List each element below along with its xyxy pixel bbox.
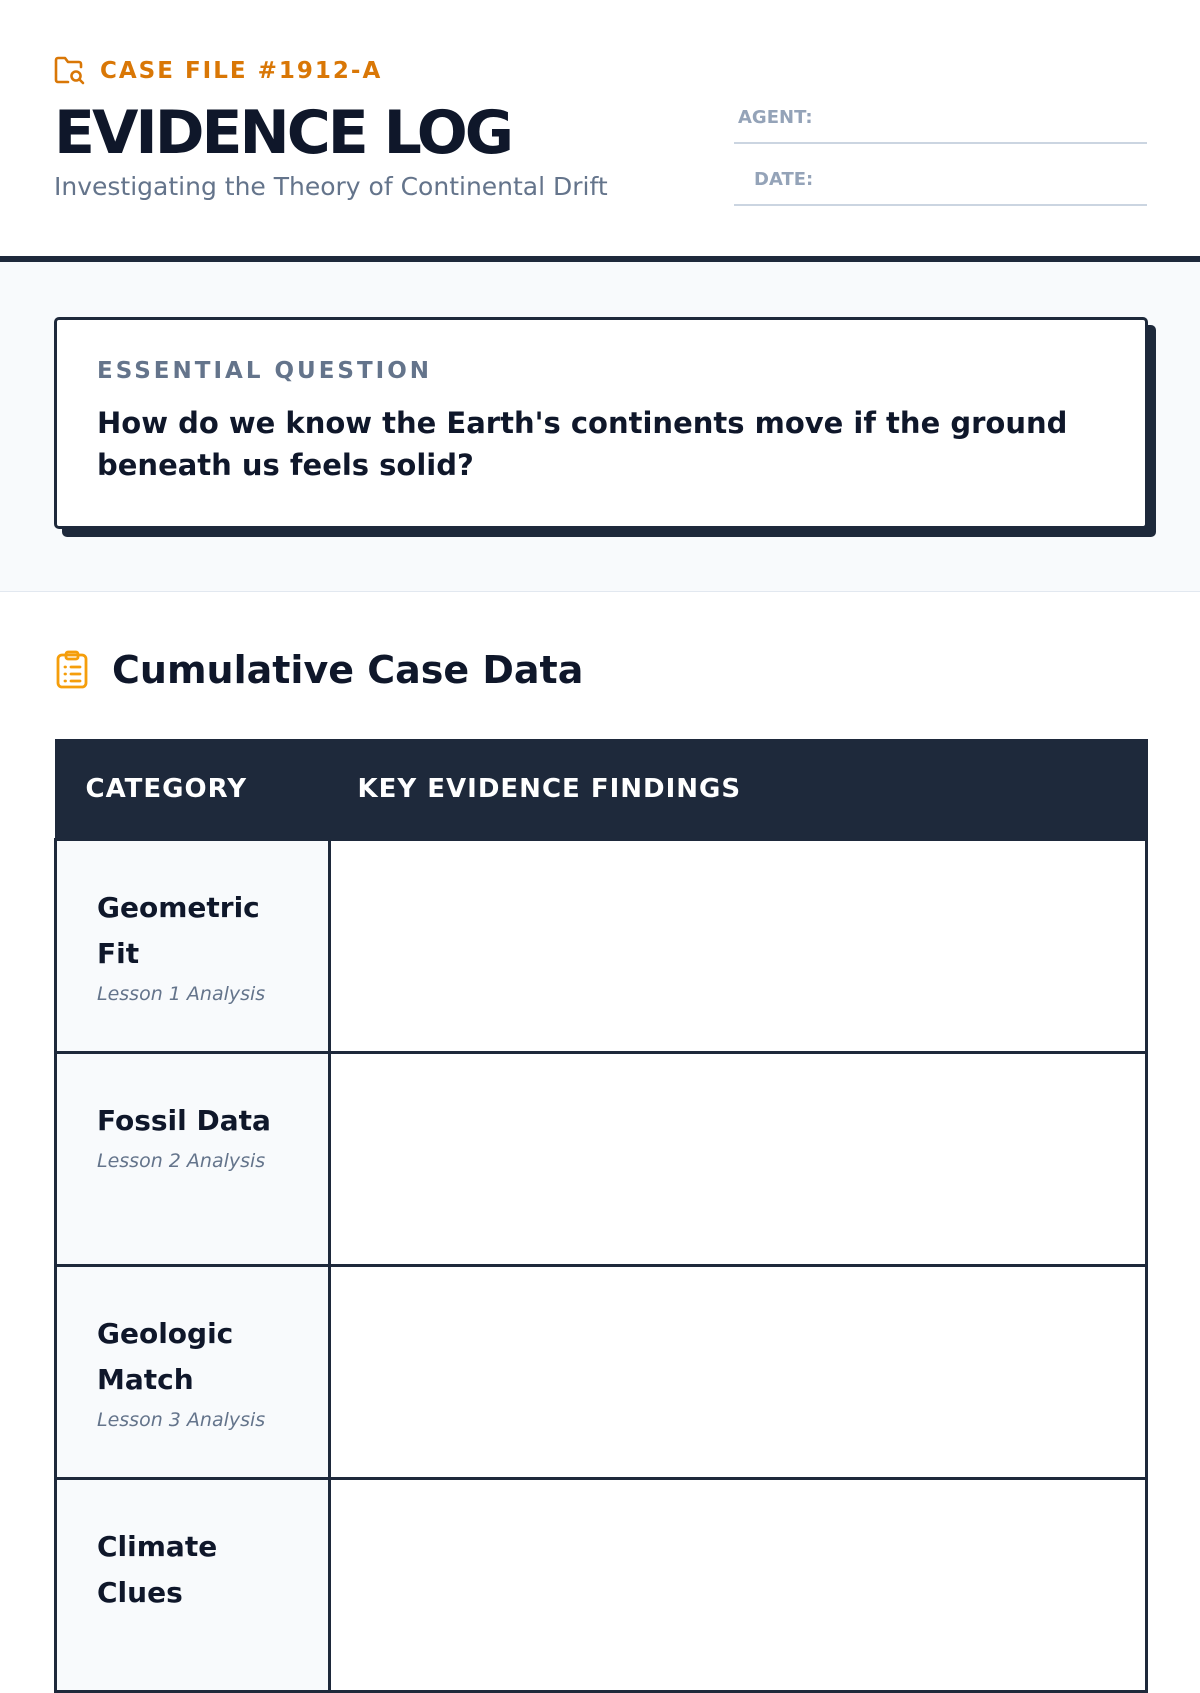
table-row: [56, 1265, 1147, 1478]
category-name: Fossil Data: [97, 1103, 271, 1137]
column-header-evidence: KEY EVIDENCE FINDINGS: [330, 740, 1147, 839]
category-cell: [56, 1052, 330, 1265]
category-cell: [56, 1265, 330, 1478]
page-subtitle: Investigating the Theory of Continental Drift: [54, 172, 608, 201]
question-band: [0, 262, 1200, 592]
table-row: [56, 1478, 1147, 1691]
category-name: Climate Clues: [97, 1529, 218, 1609]
question-text: How do we know the Earth's continents move if the ground beneath us feels solid?: [97, 406, 1068, 482]
section-heading: [54, 648, 583, 692]
folder-search-icon: [54, 56, 86, 86]
category-cell: [56, 1478, 330, 1691]
evidence-table: [54, 739, 1148, 1693]
agent-field[interactable]: [734, 104, 1147, 144]
category-lesson: Lesson 1 Analysis: [97, 982, 266, 1005]
case-file-label: CASE FILE #1912-A: [100, 58, 383, 84]
evidence-cell[interactable]: [330, 839, 1147, 1052]
agent-label: AGENT:: [738, 107, 813, 128]
date-label: DATE:: [754, 169, 814, 190]
essential-question-card: [54, 317, 1148, 529]
category-name: Geometric Fit: [97, 890, 260, 970]
evidence-cell[interactable]: [330, 1478, 1147, 1691]
page-title: EVIDENCE LOG: [54, 98, 512, 168]
column-header-category: CATEGORY: [56, 740, 330, 839]
category-name: Geologic Match: [97, 1316, 234, 1396]
section-title: Cumulative Case Data: [112, 648, 584, 692]
table-row: [56, 1052, 1147, 1265]
case-file-tag: [54, 56, 382, 86]
table-row: [56, 839, 1147, 1052]
table-header-row: [56, 740, 1147, 839]
question-label: ESSENTIAL QUESTION: [97, 358, 433, 384]
category-lesson: Lesson 3 Analysis: [97, 1408, 266, 1431]
evidence-cell[interactable]: [330, 1052, 1147, 1265]
category-cell: [56, 839, 330, 1052]
header: [0, 0, 1200, 262]
date-field[interactable]: [734, 166, 1147, 206]
evidence-cell[interactable]: [330, 1265, 1147, 1478]
category-lesson: Lesson 2 Analysis: [97, 1149, 266, 1172]
clipboard-list-icon: [54, 650, 90, 690]
